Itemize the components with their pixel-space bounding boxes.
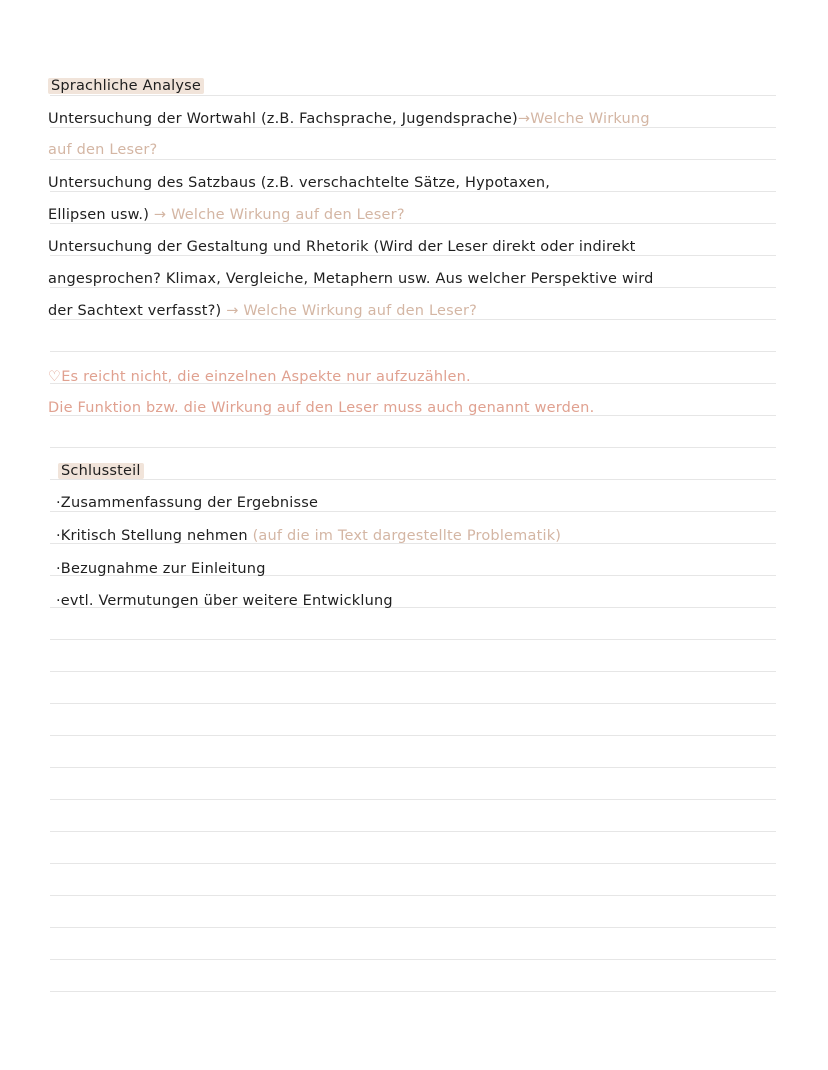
rule-line: [50, 735, 776, 736]
list-item-text: ·evtl. Vermutungen über weitere Entwicklung: [56, 593, 393, 609]
arrow-icon: →: [517, 111, 531, 127]
line-text: der Sachtext verfasst?): [48, 303, 222, 319]
rule-line: [50, 991, 776, 992]
line-text: Ellipsen usw.): [48, 207, 150, 223]
heading-text: Sprachliche Analyse: [48, 78, 204, 94]
text-line-3: [48, 173, 550, 193]
effect-question: Welche Wirkung auf den Leser?: [243, 303, 478, 319]
effect-question: Welche Wirkung: [530, 111, 650, 127]
rule-line: [50, 159, 776, 160]
rule-line: [50, 671, 776, 672]
arrow-icon: →: [153, 207, 167, 223]
text-line-4: [48, 205, 405, 225]
list-item: [56, 526, 561, 546]
list-item-text: ·Zusammenfassung der Ergebnisse: [56, 495, 319, 511]
rule-line: [50, 639, 776, 640]
rule-line: [50, 959, 776, 960]
text-line-6: [48, 269, 654, 289]
rule-line: [50, 863, 776, 864]
rule-line: [50, 895, 776, 896]
text-line-5: [48, 237, 636, 257]
list-item: [56, 591, 393, 611]
line-text: Untersuchung der Wortwahl (z.B. Fachsprache, Jugendsprache): [48, 111, 518, 127]
text-line-1: [48, 109, 650, 129]
line-text: angesprochen? Klimax, Vergleiche, Metaphern usw. Aus welcher Perspektive wird: [48, 271, 654, 287]
list-item: [56, 493, 318, 513]
effect-question: Welche Wirkung auf den Leser?: [171, 207, 405, 223]
rule-line: [50, 447, 776, 448]
heading-text: Schlussteil: [58, 463, 144, 479]
section-heading-schlussteil: [58, 461, 144, 481]
note-line-2: Die Funktion bzw. die Wirkung auf den Leser muss auch genannt werden.: [48, 400, 595, 416]
line-text: Untersuchung der Gestaltung und Rhetorik (Wird der Leser direkt oder indirekt: [48, 239, 636, 255]
section-heading-sprachliche-analyse: [48, 76, 204, 96]
rule-line: [50, 351, 776, 352]
text-line-7: [48, 301, 477, 321]
rule-line: [50, 799, 776, 800]
rule-line: [50, 927, 776, 928]
note-line-1: ♡Es reicht nicht, die einzelnen Aspekte nur aufzuzählen.: [48, 369, 471, 385]
rule-line: [50, 703, 776, 704]
rule-line: [50, 767, 776, 768]
list-item-text: ·Bezugnahme zur Einleitung: [56, 561, 266, 577]
text-line-2: [48, 140, 157, 160]
rule-line: [50, 831, 776, 832]
effect-question: auf den Leser?: [48, 142, 158, 158]
list-item-note: (auf die im Text dargestellte Problematik): [252, 528, 562, 544]
arrow-icon: →: [226, 303, 239, 319]
list-item: [56, 559, 266, 579]
list-item-text: ·Kritisch Stellung nehmen: [56, 528, 248, 544]
rule-line: [50, 479, 776, 480]
line-text: Untersuchung des Satzbaus (z.B. verschachtelte Sätze, Hypotaxen,: [48, 175, 551, 191]
